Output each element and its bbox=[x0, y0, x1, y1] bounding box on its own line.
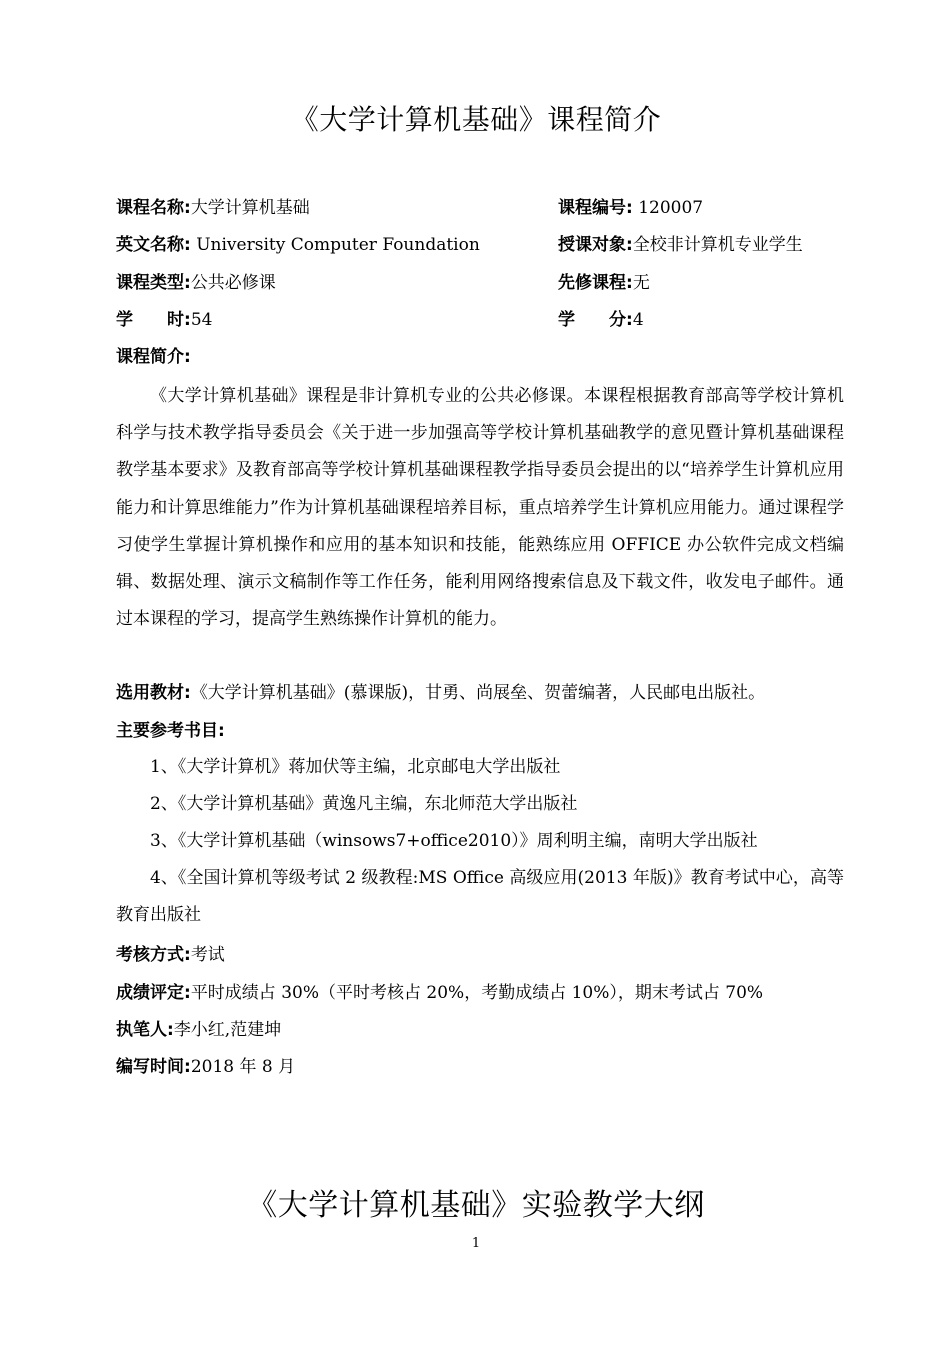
grading-label: 成绩评定: bbox=[116, 983, 191, 1003]
author-value: 李小红,范建坤 bbox=[173, 1020, 282, 1040]
audience-value: 全校非计算机专业学生 bbox=[632, 235, 803, 255]
reference-item: 4、《全国计算机等级考试 2 级教程:MS Office 高级应用(2013 年版)》教育考试中心，高等教育出版社 bbox=[116, 868, 844, 925]
page-number: 1 bbox=[471, 1236, 481, 1251]
credits-row bbox=[558, 309, 644, 331]
course-type-row bbox=[116, 272, 276, 294]
intro-label: 课程简介: bbox=[116, 347, 191, 367]
section-title: 《大学计算机基础》实验教学大纲 bbox=[247, 1188, 705, 1223]
english-name-label: 英文名称: bbox=[116, 235, 191, 255]
prereq-row bbox=[558, 272, 650, 294]
course-name-label: 课程名称: bbox=[116, 198, 191, 218]
course-code-label: 课程编号: bbox=[558, 198, 633, 218]
reference-item: 2、《大学计算机基础》黄逸凡主编，东北师范大学出版社 bbox=[150, 794, 578, 814]
hours-row bbox=[116, 309, 212, 331]
english-name-value: University Computer Foundation bbox=[190, 235, 480, 255]
intro-paragraph: 《大学计算机基础》课程是非计算机专业的公共必修课。本课程根据教育部高等学校计算机科学与技术教学指导委员会《关于进一步加强高等学校计算机基础教学的意见暨计算机基础课程教学基本要求》及教育部高等学校计算机基础课程教学指导委员会提出的以“培养学生计算机应用能力和计算思维能力”作为计算机基础课程培养目标，重点培养学生计算机应用能力。通过课程学习使学生掌握计算机操作和应用的基本知识和技能，能熟练应用 OFFICE 办公软件完成文档编辑、数据处理、演示文稿制作等工作任务，能利用网络搜索信息及下载文件，收发电子邮件。通过本课程的学习，提高学生熟练操作计算机的能力。 bbox=[116, 386, 844, 630]
author-row bbox=[116, 1019, 281, 1041]
date-value: 2018 年 8 月 bbox=[190, 1057, 296, 1077]
prereq-value: 无 bbox=[632, 273, 650, 293]
textbook-row bbox=[116, 682, 765, 704]
author-label: 执笔人: bbox=[116, 1020, 174, 1040]
audience-label: 授课对象: bbox=[558, 235, 633, 255]
audience-row bbox=[558, 234, 803, 256]
course-name-value: 大学计算机基础 bbox=[190, 198, 310, 218]
grading-value: 平时成绩占 30%（平时考核占 20%，考勤成绩占 10%），期末考试占 70% bbox=[190, 983, 764, 1003]
course-name-row bbox=[116, 197, 310, 219]
date-row bbox=[116, 1056, 295, 1078]
hours-label: 学 时: bbox=[116, 310, 191, 330]
grading-row bbox=[116, 982, 763, 1004]
reference-item: 1、《大学计算机》蒋加伏等主编，北京邮电大学出版社 bbox=[150, 757, 561, 777]
exam-label: 考核方式: bbox=[116, 945, 191, 965]
course-code-row bbox=[558, 197, 703, 219]
reference-item: 3、《大学计算机基础（winsows7+office2010）》周利明主编，南明大学出版社 bbox=[150, 831, 758, 851]
exam-value: 考试 bbox=[190, 945, 225, 965]
page-title: 《大学计算机基础》课程简介 bbox=[290, 103, 662, 136]
references-label: 主要参考书目: bbox=[116, 721, 225, 741]
course-type-label: 课程类型: bbox=[116, 273, 191, 293]
prereq-label: 先修课程: bbox=[558, 273, 633, 293]
date-label: 编写时间: bbox=[116, 1057, 191, 1077]
english-name-row bbox=[116, 234, 480, 256]
credits-value: 4 bbox=[632, 310, 644, 330]
textbook-label: 选用教材: bbox=[116, 683, 191, 703]
course-code-value: 120007 bbox=[632, 198, 704, 218]
exam-row bbox=[116, 944, 225, 966]
textbook-value: 《大学计算机基础》(慕课版)，甘勇、尚展垒、贺蕾编著，人民邮电出版社。 bbox=[190, 683, 766, 703]
course-type-value: 公共必修课 bbox=[190, 273, 276, 293]
hours-value: 54 bbox=[190, 310, 213, 330]
credits-label: 学 分: bbox=[558, 310, 633, 330]
